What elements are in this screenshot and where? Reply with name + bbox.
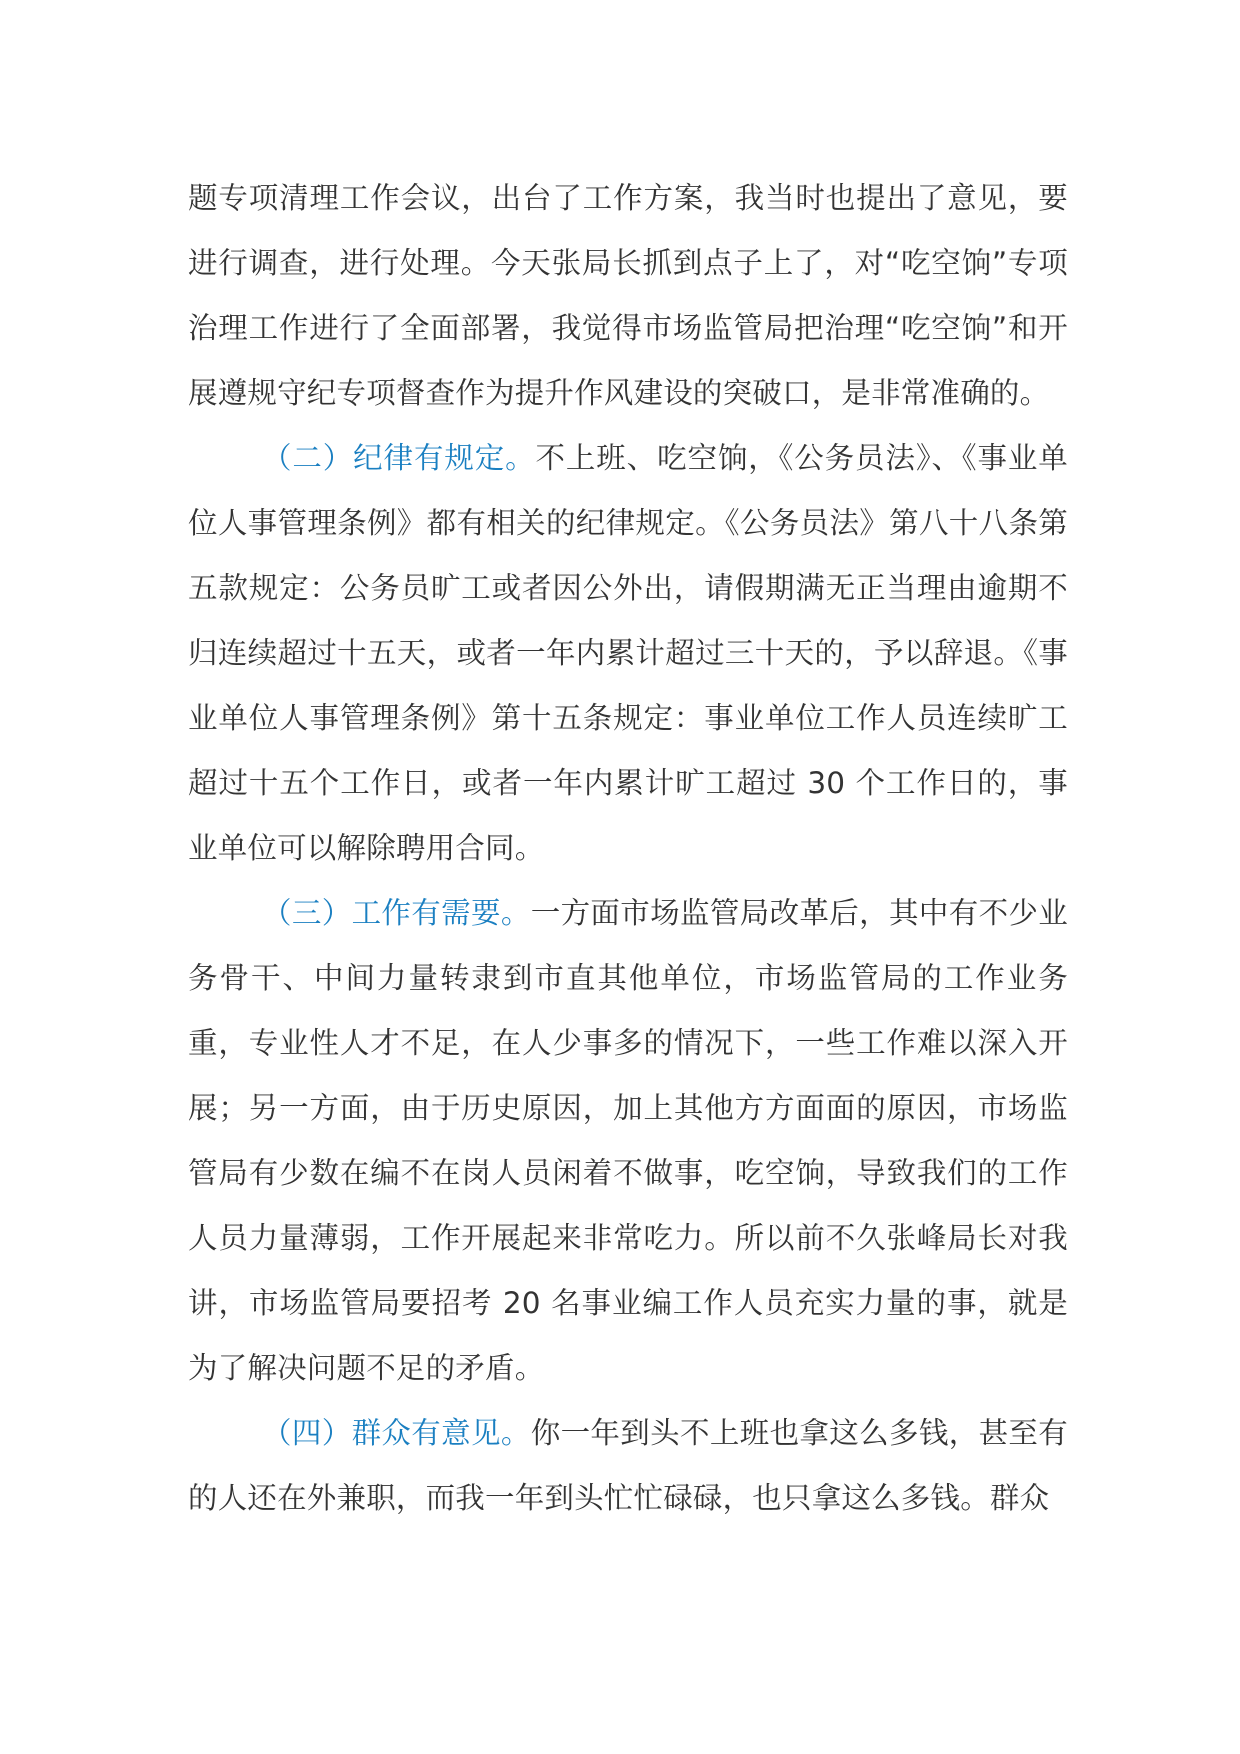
paragraph-discipline-rules [188,426,1068,881]
section-heading: （四）群众有意见。 [262,1416,531,1450]
document-body [188,166,1068,1531]
section-heading: （二）纪律有规定。 [262,441,536,475]
paragraph-text: 你一年到头不上班也拿这么多钱，甚至有的人还在外兼职，而我一年到头忙忙碌碌，也只拿这么多钱。群众 [188,1416,1068,1515]
paragraph-continuation [188,166,1068,426]
paragraph-text: 题专项清理工作会议，出台了工作方案，我当时也提出了意见，要进行调查，进行处理。今天张局长抓到点子上了，对“吃空饷”专项治理工作进行了全面部署，我觉得市场监管局把治理“吃空饷”和开展遵规守纪专项督查作为提升作风建设的突破口，是非常准确的。 [188,181,1068,410]
section-heading: （三）工作有需要。 [262,896,531,930]
paragraph-text: 不上班、吃空饷，《公务员法》、《事业单位人事管理条例》都有相关的纪律规定。《公务员法》第八十八条第五款规定：公务员旷工或者因公外出，请假期满无正当理由逾期不归连续超过十五天，或者一年内累计超过三十天的，予以辞退。《事业单位人事管理条例》第十五条规定：事业单位工作人员连续旷工超过十五个工作日，或者一年内累计旷工超过 30 个工作日的，事业单位可以解除聘用合同。 [188,441,1068,865]
paragraph-text: 一方面市场监管局改革后，其中有不少业务骨干、中间力量转隶到市直其他单位，市场监管局的工作业务重，专业性人才不足，在人少事多的情况下，一些工作难以深入开展；另一方面，由于历史原因，加上其他方方面面的原因，市场监管局有少数在编不在岗人员闲着不做事，吃空饷，导致我们的工作人员力量薄弱，工作开展起来非常吃力。所以前不久张峰局长对我讲，市场监管局要招考 20 名事业编工作人员充实力量的事，就是为了解决问题不足的矛盾。 [188,896,1068,1385]
paragraph-public-opinion [188,1401,1068,1531]
paragraph-work-needs [188,881,1068,1401]
